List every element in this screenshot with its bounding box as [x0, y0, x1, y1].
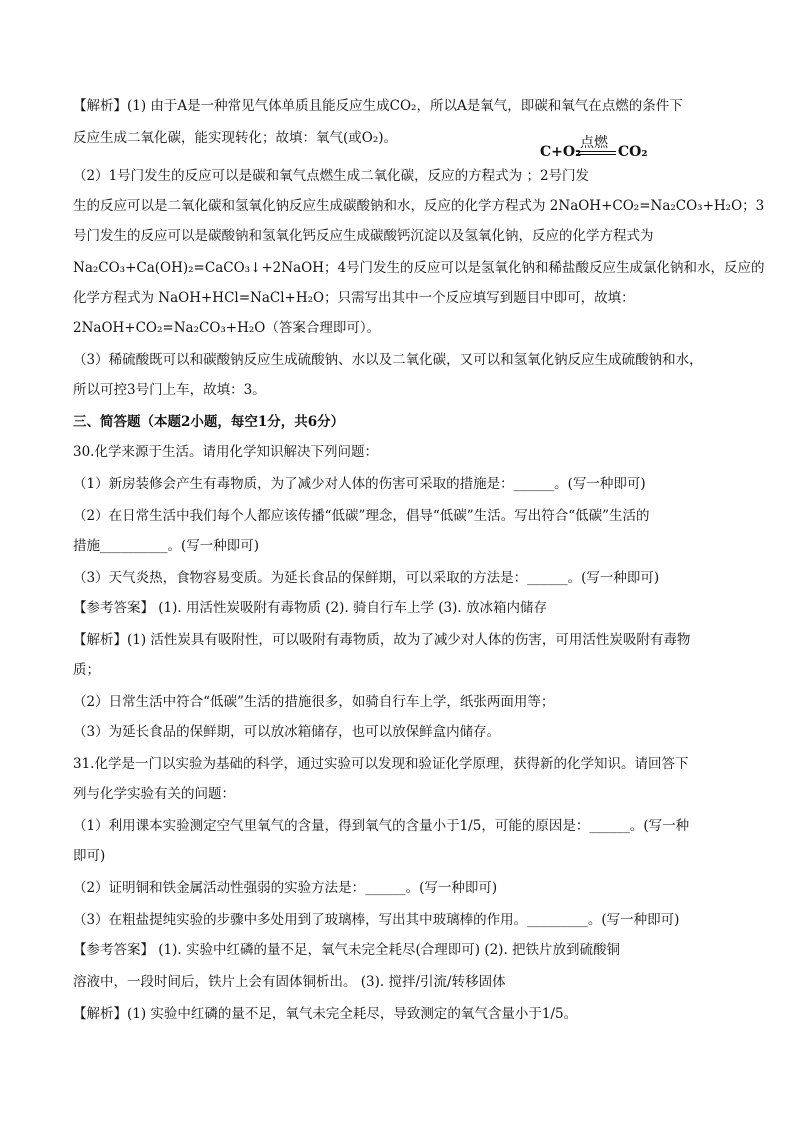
text-line-8: 2NaOH+CO₂=Na₂CO₃+H₂O（答案合理即可）。: [73, 320, 381, 336]
text-line-9: （3）稀硫酸既可以和碳酸钠反应生成硫酸钠、水以及二氧化碳，又可以和氢氧化钠反应生成硫酸钠和水，: [73, 352, 703, 368]
text-line-10: 所以可控3号门上车，故填：3。: [73, 382, 266, 398]
text-line-25: 即可): [73, 848, 106, 864]
equation-products: CO₂: [618, 144, 648, 160]
text-line-5: 号门发生的反应可以是碳酸钠和氢氧化钙反应生成碳酸钙沉淀以及氢氧化钠，反应的化学方程式为: [73, 228, 654, 244]
reaction-condition: 点燃: [580, 135, 608, 151]
combustion-equation: [540, 132, 650, 166]
text-line-26: （2）证明铜和铁金属活动性强弱的实验方法是：______。(写一种即可): [73, 880, 498, 896]
text-line-11: 三、简答题（本题2小题，每空1分，共6分）: [73, 414, 345, 430]
text-line-21: （3）为延长食品的保鲜期，可以放冰箱储存，也可以放保鲜盒内储存。: [73, 724, 501, 740]
text-line-1: 【解析】(1) 由于A是一种常见气体单质且能反应生成CO₂，所以A是氧气，即碳和氧气在点燃的条件下: [73, 98, 683, 114]
text-line-16: （3）天气炎热，食物容易变质。为延长食品的保鲜期，可以采取的方法是：______。(写一种即可): [73, 570, 660, 586]
text-line-3: （2）1号门发生的反应可以是碳和氧气点燃生成二氧化碳，反应的方程式为 ；2号门发: [73, 168, 590, 184]
text-line-29: 溶液中，一段时间后，铁片上会有固体铜析出。 (3). 搅拌/引流/转移固体: [73, 974, 506, 990]
text-line-4: 生的反应可以是二氧化碳和氢氧化钠反应生成碳酸钠和水，反应的化学方程式为 2NaOH+CO₂=Na₂CO₃+H₂O；3: [73, 198, 765, 214]
equation-bar-top: [576, 151, 616, 152]
text-line-13: （1）新房装修会产生有毒物质，为了减少对人体的伤害可采取的措施是：______。(写一种即可): [73, 476, 646, 492]
text-line-14: （2）在日常生活中我们每个人都应该传播“低碳”理念，倡导“低碳”生活。写出符合“低碳”生活的: [73, 508, 650, 524]
text-line-17: 【参考答案】 (1). 用活性炭吸附有毒物质 (2). 骑自行车上学 (3). 放冰箱内储存: [73, 600, 547, 616]
text-line-28: 【参考答案】 (1). 实验中红磷的量不足，氧气未完全耗尽(合理即可) (2). 把铁片放到硫酸铜: [73, 942, 621, 958]
equation-reactants: C+O₂: [540, 144, 582, 160]
text-line-20: （2）日常生活中符合“低碳”生活的措施很多，如骑自行车上学，纸张两面用等；: [73, 694, 555, 710]
text-line-6: Na₂CO₃+Ca(OH)₂=CaCO₃↓+2NaOH；4号门发生的反应可以是氢氧化钠和稀盐酸反应生成氯化钠和水，反应的: [73, 260, 765, 276]
text-line-19: 质；: [73, 662, 100, 678]
text-line-2: 反应生成二氧化碳，能实现转化；故填：氧气(或O₂)。: [73, 130, 398, 146]
text-line-23: 列与化学实验有关的问题：: [73, 786, 235, 802]
text-line-18: 【解析】(1) 活性炭具有吸附性，可以吸附有毒物质，故为了减少对人体的伤害，可用活性炭吸附有毒物: [73, 632, 691, 648]
equation-bar-bottom: [576, 154, 616, 155]
text-line-12: 30.化学来源于生活。请用化学知识解决下列问题：: [73, 444, 378, 460]
text-line-15: 措施__________。(写一种即可): [73, 538, 260, 554]
text-line-7: 化学方程式为 NaOH+HCl=NaCl+H₂O；只需写出其中一个反应填写到题目中即可，故填：: [73, 290, 635, 306]
text-line-30: 【解析】(1) 实验中红磷的量不足，氧气未完全耗尽，导致测定的氧气含量小于1/5。: [73, 1006, 578, 1022]
text-line-22: 31.化学是一门以实验为基础的科学，通过实验可以发现和验证化学原理，获得新的化学知识。请回答下: [73, 756, 689, 772]
text-line-27: （3）在粗盐提纯实验的步骤中多处用到了玻璃棒，写出其中玻璃棒的作用。_________。(写一种即可): [73, 912, 680, 928]
text-line-24: （1）利用课本实验测定空气里氧气的含量，得到氧气的含量小于1/5，可能的原因是：______。(写一种: [73, 818, 690, 834]
